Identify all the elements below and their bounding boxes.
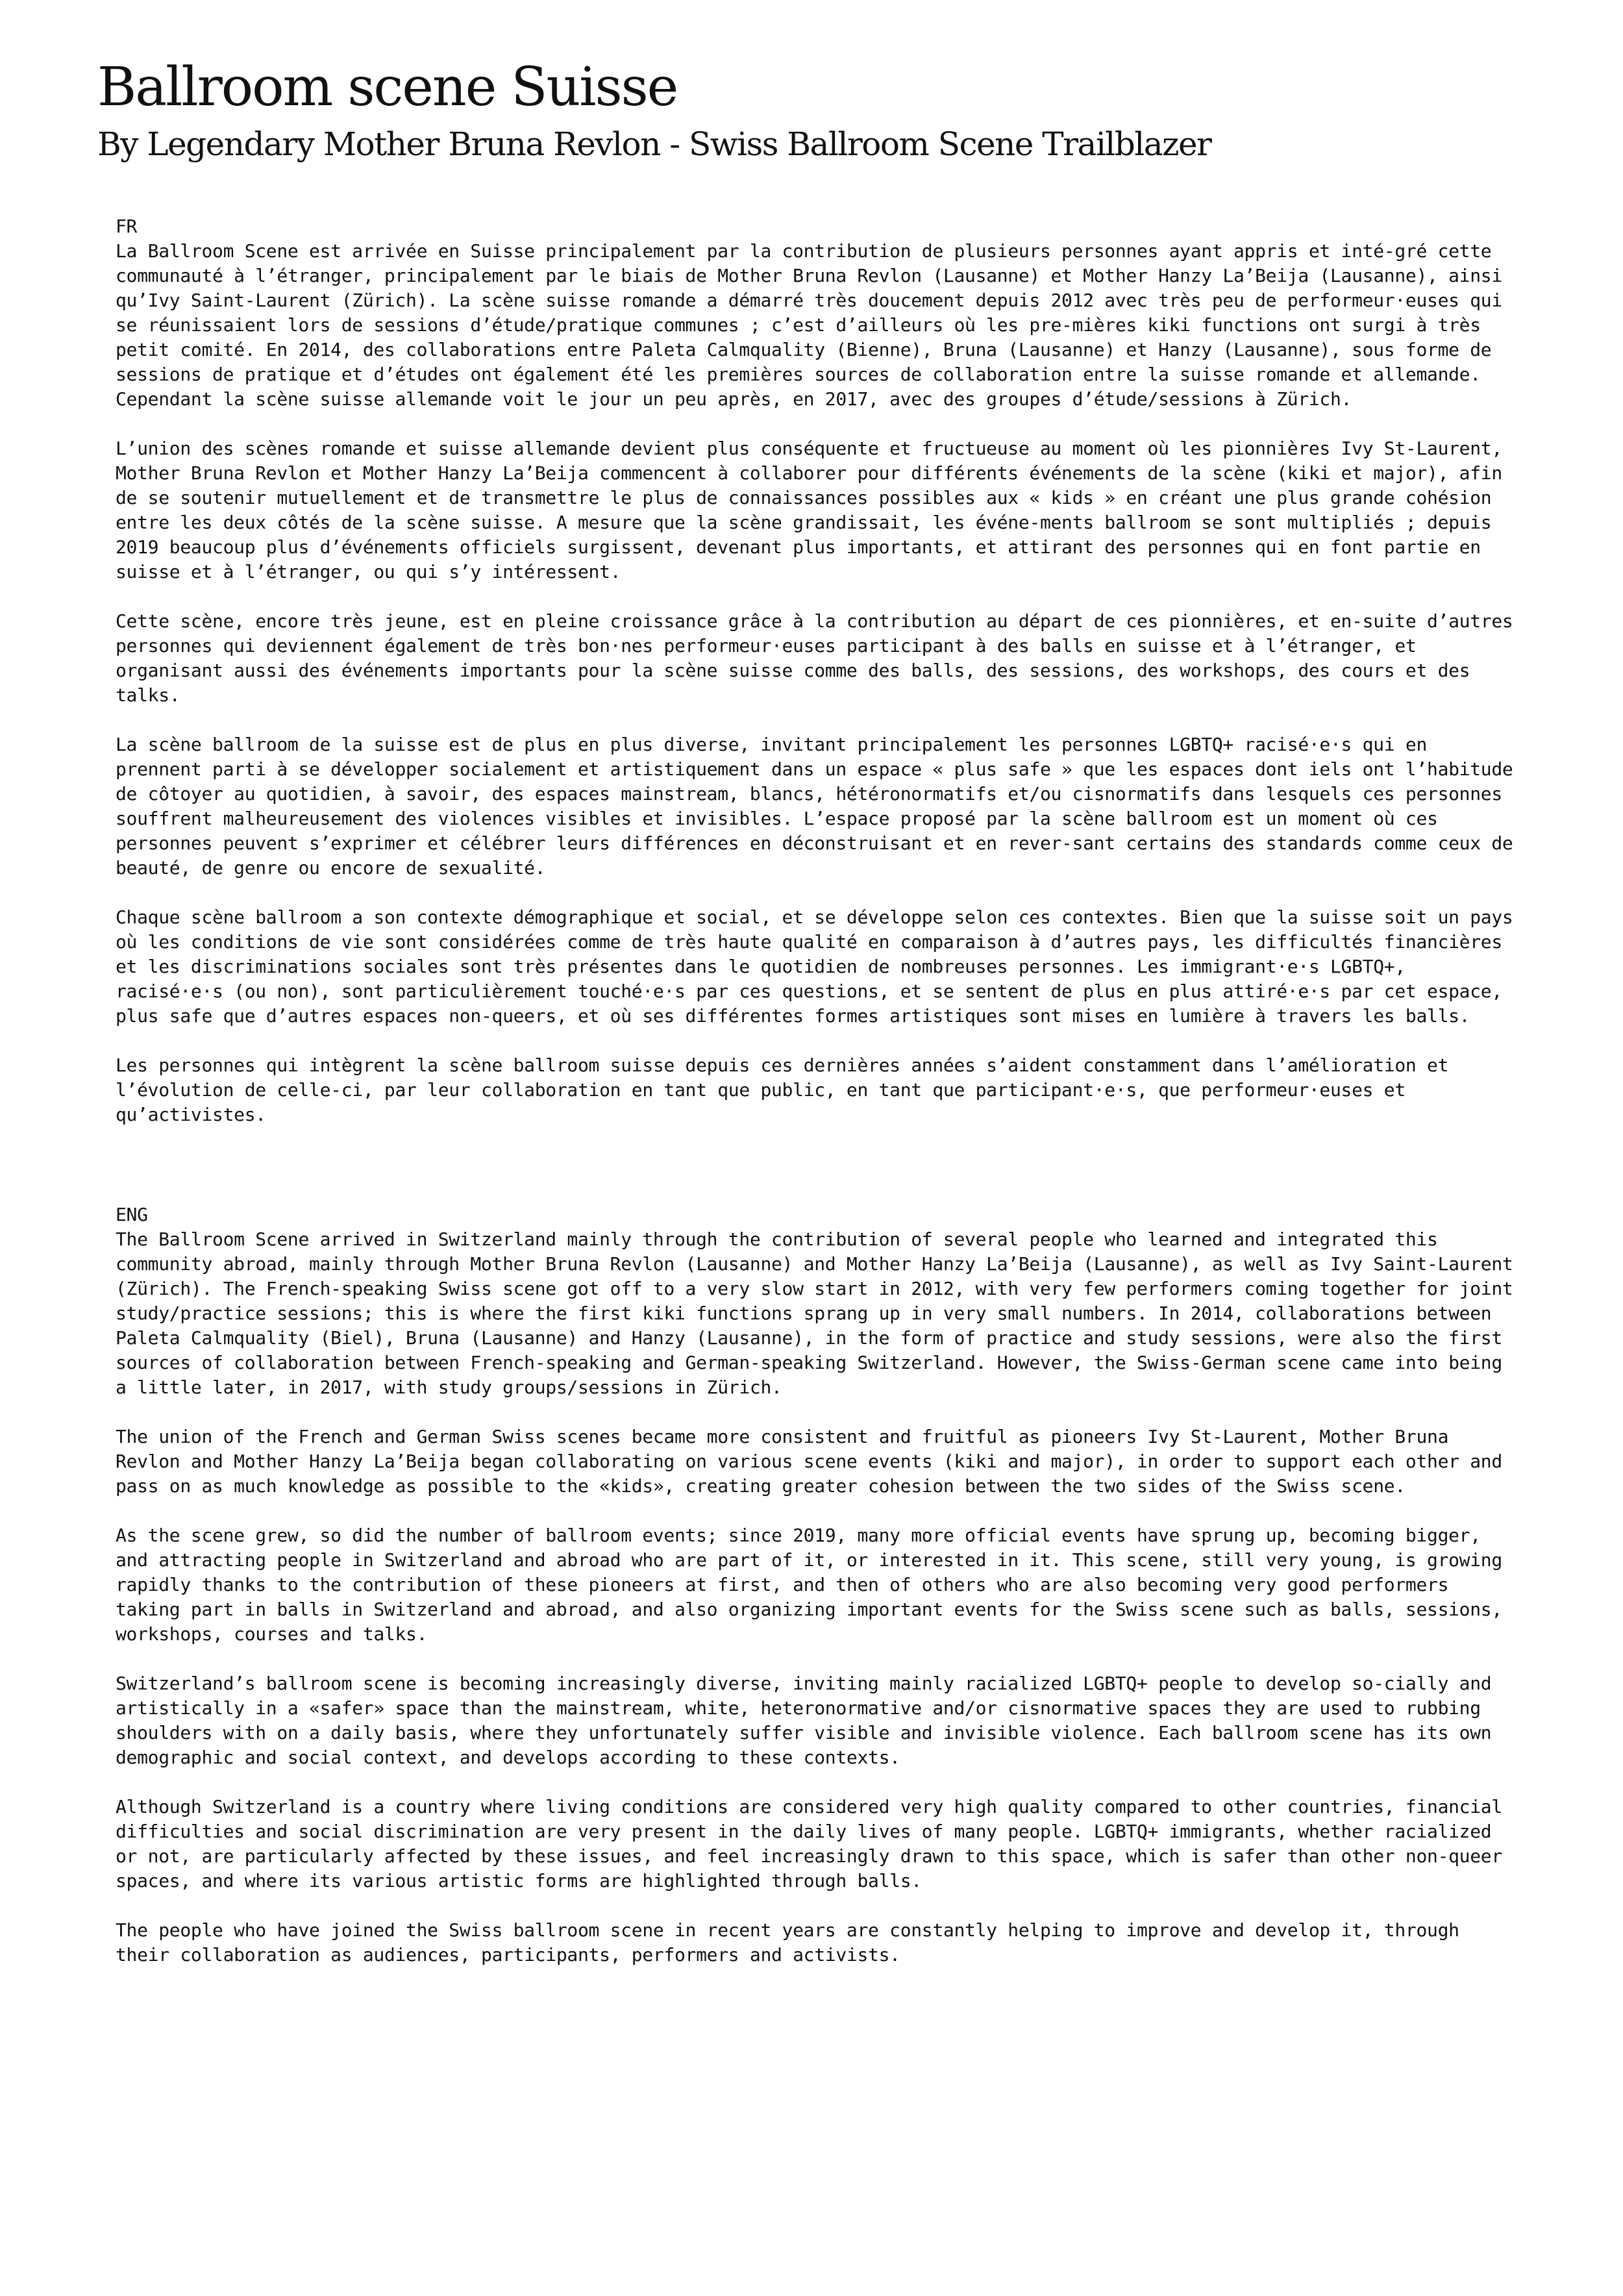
document-body (116, 214, 1518, 1967)
paragraph-en-1: The Ballroom Scene arrived in Switzerland mainly through the contribution of several people who learned and integrated this community abroad, mainly through Mother Bruna Revlon (Lausanne) and Mother Hanzy La’Beija (Lausanne), as well as Ivy Saint-Laurent (Zürich). The French-speaking Swiss scene got off to a very slow start in 2012, with very few performers coming together for joint study/practice sessions; this is where the first kiki functions sprang up in very small numbers. In 2014, collaborations between Paleta Calmquality (Biel), Bruna (Lausanne) and Hanzy (Lausanne), in the form of practice and study sessions, were also the first sources of collaboration between French-speaking and German-speaking Switzerland. However, the Swiss-German scene came into being a little later, in 2017, with study groups/sessions in Zürich. (116, 1229, 1513, 1398)
paragraph-fr-1: La Ballroom Scene est arrivée en Suisse principalement par la contribution de plusieurs personnes ayant appris et inté-gré cette communauté à l’étranger, principalement par le biais de Mother Bruna Revlon (Lausanne) et Mother Hanzy La’Beija (Lausanne), ainsi qu’Ivy Saint-Laurent (Zürich). La scène suisse romande a démarré très doucement depuis 2012 avec très peu de performeur·euses qui se réunissaient lors de sessions d’étude/pratique communes ; c’est d’ailleurs où les pre-mières kiki functions ont surgi à très petit comité. En 2014, des collaborations entre Paleta Calmquality (Bienne), Bruna (Lausanne) et Hanzy (Lausanne), sous forme de sessions de pratique et d’études ont également été les premières sources de collaboration entre la suisse romande et allemande. Cependant la scène suisse allemande voit le jour un peu après, en 2017, avec des groupes d’étude/sessions à Zürich. (116, 240, 1502, 410)
section-french (116, 214, 1518, 1127)
page-title: Ballroom scene Suisse (97, 56, 678, 118)
paragraph-fr-2: L’union des scènes romande et suisse allemande devient plus conséquente et fructueuse au moment où les pionnières Ivy St-Laurent, Mother Bruna Revlon et Mother Hanzy La’Beija commencent à collaborer pour différents événements de la scène (kiki et major), afin de se soutenir mutuellement et de transmettre le plus de connaissances possibles aux « kids » en créant une plus grande cohésion entre les deux côtés de la scène suisse. A mesure que la scène grandissait, les événe-ments ballroom se sont multipliés ; depuis 2019 beaucoup plus d’événements officiels surgissent, devenant plus importants, et attirant des personnes qui en font partie en suisse et à l’étranger, ou qui s’y intéressent. (116, 438, 1502, 582)
document-header (97, 58, 1558, 164)
page-subtitle: By Legendary Mother Bruna Revlon - Swiss Ballroom Scene Trailblazer (97, 125, 1211, 164)
paragraph-en-6: The people who have joined the Swiss ballroom scene in recent years are constantly helping to improve and develop it, through their collaboration as audiences, participants, performers and activists. (116, 1919, 1459, 1965)
paragraph-fr-3: Cette scène, encore très jeune, est en pleine croissance grâce à la contribution au départ de ces pionnières, et en-suite d’autres personnes qui deviennent également de très bon·nes performeur·euses participant à des balls en suisse et à l’étranger, et organisant aussi des événements importants pour la scène suisse comme des balls, des sessions, des workshops, des cours et des talks. (116, 610, 1513, 706)
paragraph-en-5: Although Switzerland is a country where living conditions are considered very high quality compared to other countries, financial difficulties and social discrimination are very present in the daily lives of many people. LGBTQ+ immigrants, whether racialized or not, are particularly affected by these issues, and feel increasingly drawn to this space, which is safer than other non-queer spaces, and where its various artistic forms are highlighted through balls. (116, 1796, 1502, 1891)
language-label-fr: FR (116, 216, 138, 237)
paragraph-fr-4: La scène ballroom de la suisse est de plus en plus diverse, invitant principalement les personnes LGBTQ+ racisé·e·s qui en prennent parti à se développer socialement et artistiquement dans un espace « plus safe » que les espaces dont iels ont l’habitude de côtoyer au quotidien, à savoir, des espaces mainstream, blancs, hétéronormatifs et/ou cisnormatifs dans lesquels ces personnes souffrent malheureusement des violences visibles et invisibles. L’espace proposé par la scène ballroom est un moment où ces personnes peuvent s’exprimer et célébrer leurs différences en déconstruisant et en rever-sant certains des standards comme ceux de beauté, de genre ou encore de sexualité. (116, 734, 1513, 879)
language-label-en: ENG (116, 1204, 148, 1225)
paragraph-en-3: As the scene grew, so did the number of ballroom events; since 2019, many more official events have sprung up, becoming bigger, and attracting people in Switzerland and abroad who are part of it, or interested in it. This scene, still very young, is growing rapidly thanks to the contribution of these pioneers at first, and then of others who are also becoming very good performers taking part in balls in Switzerland and abroad, and also organizing important events for the Swiss scene such as balls, sessions, workshops, courses and talks. (116, 1525, 1502, 1645)
section-english (116, 1203, 1518, 1967)
paragraph-en-2: The union of the French and German Swiss scenes became more consistent and fruitful as pioneers Ivy St-Laurent, Mother Bruna Revlon and Mother Hanzy La’Beija began collaborating on various scene events (kiki and major), in order to support each other and pass on as much knowledge as possible to the «kids», creating greater cohesion between the two sides of the Swiss scene. (116, 1426, 1502, 1497)
paragraph-fr-6: Les personnes qui intègrent la scène ballroom suisse depuis ces dernières années s’aident constamment dans l’amélioration et l’évolution de celle-ci, par leur collaboration en tant que public, en tant que participant·e·s, que performeur·euses et qu’activistes. (116, 1054, 1449, 1125)
paragraph-en-4: Switzerland’s ballroom scene is becoming increasingly diverse, inviting mainly racialized LGBTQ+ people to develop so-cially and artistically in a «safer» space than the mainstream, white, heteronormative and/or cisnormative spaces they are used to rubbing shoulders with on a daily basis, where they unfortunately suffer visible and invisible violence. Each ballroom scene has its own demographic and social context, and develops according to these contexts. (116, 1673, 1492, 1768)
paragraph-fr-5: Chaque scène ballroom a son contexte démographique et social, et se développe selon ces contextes. Bien que la suisse soit un pays où les conditions de vie sont considérées comme de très haute qualité en comparaison à d’autres pays, les difficultés financières et les discriminations sociales sont très présentes dans le quotidien de nombreuses personnes. Les immigrant·e·s LGBTQ+, racisé·e·s (ou non), sont particulièrement touché·e·s par ces questions, et se sentent de plus en plus attiré·e·s par cet espace, plus safe que d’autres espaces non-queers, et où ses différentes formes artistiques sont mises en lumière à travers les balls. (116, 906, 1513, 1027)
